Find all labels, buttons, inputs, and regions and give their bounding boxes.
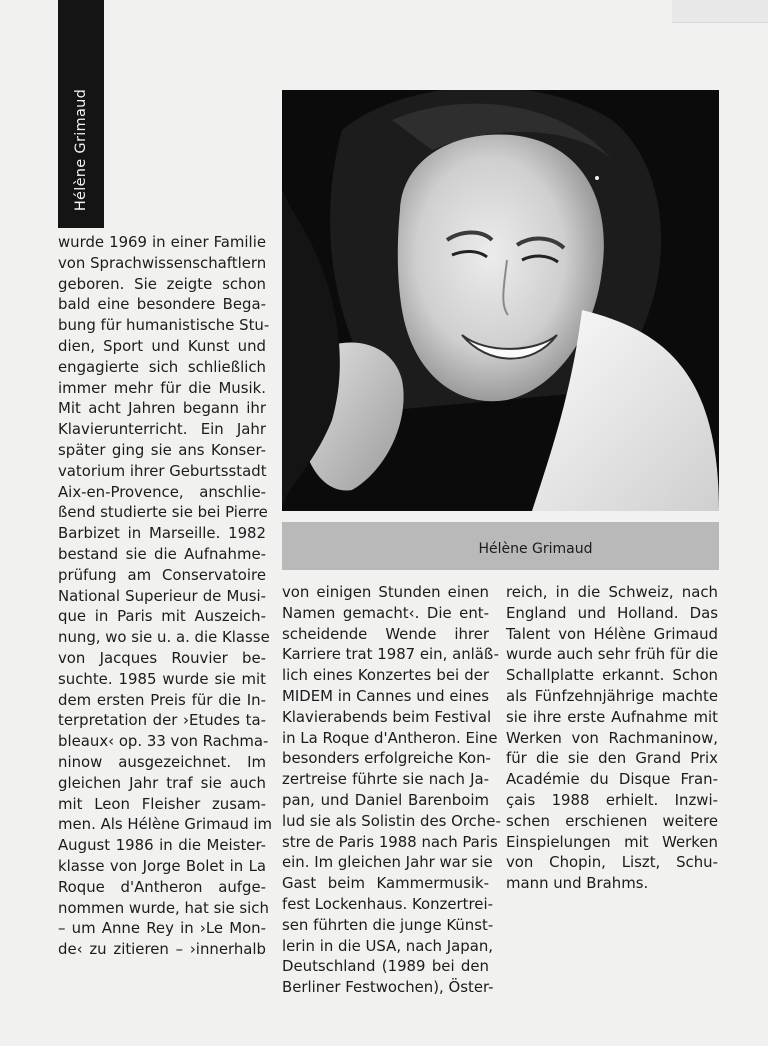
text-line: von Sprachwissenschaftlern	[58, 253, 267, 272]
text-line: ninow ausgezeichnet. Im	[58, 752, 266, 771]
sidebar-name-label: Hélène Grimaud	[73, 88, 89, 212]
text-line: Berliner Festwochen), Öster-	[282, 978, 494, 997]
text-line: – um Anne Rey in ›Le Mon-	[58, 919, 266, 938]
text-line: Talent von Hélène Grimaud	[506, 624, 718, 643]
text-line: für die sie den Grand Prix	[506, 749, 718, 768]
text-line: nung, wo sie u. a. die Klasse	[58, 628, 270, 647]
text-line: reich, in die Schweiz, nach	[506, 583, 718, 601]
sidebar-name-tab	[58, 0, 104, 228]
photo-caption: Hélène Grimaud	[478, 541, 593, 557]
text-column-2	[282, 582, 501, 998]
text-line: bestand sie die Aufnahme-	[58, 544, 266, 563]
text-line: mit Leon Fleisher zusam-	[58, 794, 266, 813]
text-line: lerin in die USA, nach Japan,	[282, 936, 493, 955]
text-line: Académie du Disque Fran-	[506, 770, 718, 789]
text-line: Aix-en-Provence, anschlie-	[58, 482, 266, 501]
text-line: besonders erfolgreiche Kon-	[282, 749, 491, 768]
text-line: que in Paris mit Auszeich-	[58, 607, 266, 626]
text-line: Gast beim Kammermusik-	[282, 874, 489, 893]
photo-caption-bar	[282, 522, 719, 570]
text-line: von Chopin, Liszt, Schu-	[506, 853, 718, 872]
text-line: dem ersten Preis für die In-	[58, 690, 266, 709]
text-line: immer mehr für die Musik.	[58, 378, 266, 397]
text-line: fest Lockenhaus. Konzertrei-	[282, 894, 493, 913]
text-line: schen erschienen weitere	[506, 811, 718, 830]
text-column-3	[506, 582, 718, 894]
text-line: später ging sie ans Konser-	[58, 440, 266, 459]
text-line: vatorium ihrer Geburtsstadt	[58, 461, 267, 480]
portrait-illustration	[282, 90, 719, 511]
text-line: ßend studierte sie bei Pierre	[58, 503, 268, 522]
text-line: terpretation der ›Etudes ta-	[58, 711, 266, 730]
text-line: Werken von Rachmaninow,	[506, 728, 718, 747]
text-line: Deutschland (1989 bei den	[282, 957, 489, 976]
text-line: stre de Paris 1988 nach Paris	[282, 832, 498, 851]
text-line: Roque d'Antheron aufge-	[58, 877, 266, 896]
text-line: sen führten die junge Künst-	[282, 915, 494, 934]
text-line: pan, und Daniel Barenboim	[282, 790, 489, 809]
text-line: scheidende Wende ihrer	[282, 624, 489, 643]
text-column-1	[58, 232, 273, 960]
text-line: zertreise führte sie nach Ja-	[282, 770, 489, 789]
text-line: von Jacques Rouvier be-	[58, 648, 266, 667]
text-line: men. Als Hélène Grimaud im	[58, 815, 273, 834]
text-line: wurde 1969 in einer Familie	[58, 233, 266, 251]
text-line: gleichen Jahr traf sie auch	[58, 773, 266, 792]
text-line: çais 1988 erhielt. Inzwi-	[506, 790, 718, 809]
text-line: Barbizet in Marseille. 1982	[58, 524, 266, 543]
text-line: prüfung am Conservatoire	[58, 565, 266, 584]
text-line: bleaux‹ op. 33 von Rachma-	[58, 732, 269, 751]
text-line: de‹ zu zitieren – ›innerhalb	[58, 940, 266, 959]
text-line: lich eines Konzertes bei der	[282, 666, 489, 685]
text-line: Mit acht Jahren begann ihr	[58, 399, 266, 418]
page-corner-mark	[672, 0, 768, 23]
text-line: Klavierunterricht. Ein Jahr	[58, 420, 266, 439]
text-line: suchte. 1985 wurde sie mit	[58, 669, 266, 688]
text-line: ein. Im gleichen Jahr war sie	[282, 853, 493, 872]
text-line: Karriere trat 1987 ein, anläß-	[282, 645, 499, 664]
text-line: England und Holland. Das	[506, 603, 718, 622]
portrait-photo	[282, 90, 719, 511]
text-line: sie ihre erste Aufnahme mit	[506, 707, 718, 726]
text-line: nommen wurde, hat sie sich	[58, 898, 269, 917]
text-line: in La Roque d'Antheron. Eine	[282, 728, 498, 747]
text-line: Namen gemacht‹. Die ent-	[282, 603, 489, 622]
text-line: Einspielungen mit Werken	[506, 832, 718, 851]
text-line: bung für humanistische Stu-	[58, 316, 270, 335]
text-line: geboren. Sie zeigte schon	[58, 274, 266, 293]
text-line: klasse von Jorge Bolet in La	[58, 856, 266, 875]
text-line: Schallplatte erkannt. Schon	[506, 666, 718, 685]
text-line: mann und Brahms.	[506, 874, 649, 893]
text-line: Klavierabends beim Festival	[282, 707, 492, 726]
text-line: wurde auch sehr früh für die	[506, 645, 719, 664]
text-line: von einigen Stunden einen	[282, 583, 489, 601]
text-line: MIDEM in Cannes und eines	[282, 686, 489, 705]
text-line: dien, Sport und Kunst und	[58, 336, 266, 355]
text-line: lud sie als Solistin des Orche-	[282, 811, 501, 830]
text-line: August 1986 in die Meister-	[58, 836, 266, 855]
text-line: engagierte sich schließlich	[58, 357, 266, 376]
text-line: National Superieur de Musi-	[58, 586, 266, 605]
text-line: als Fünfzehnjährige machte	[506, 686, 718, 705]
text-line: bald eine besondere Bega-	[58, 295, 266, 314]
